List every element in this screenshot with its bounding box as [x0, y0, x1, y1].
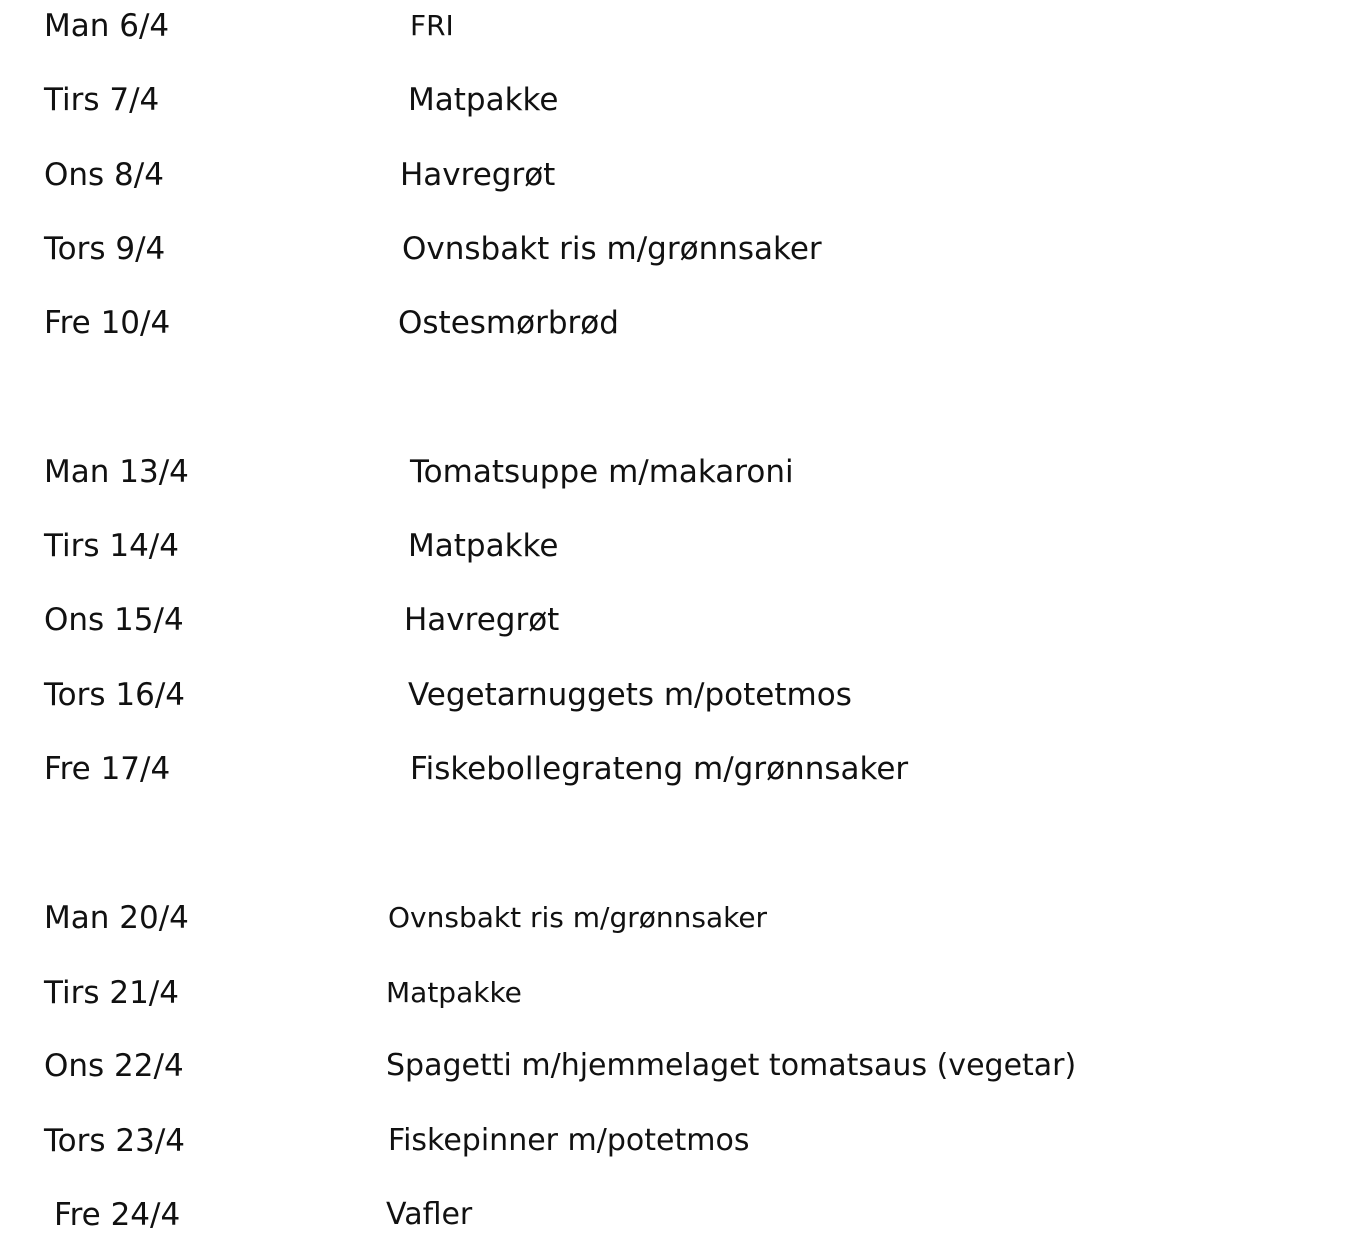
dish-label: Tomatsuppe m/makaroni	[410, 454, 794, 490]
dish-label: Matpakke	[386, 976, 522, 1009]
day-label: Fre 10/4	[44, 305, 171, 341]
menu-row	[0, 898, 1360, 938]
menu-row	[0, 1121, 1360, 1161]
day-label: Man 13/4	[44, 454, 189, 490]
dish-label: FRI	[410, 9, 454, 42]
day-label: Man 20/4	[44, 900, 189, 936]
menu-row	[0, 600, 1360, 640]
dish-label: Spagetti m/hjemmelaget tomatsaus (vegetar)	[386, 1048, 1077, 1083]
menu-row	[0, 973, 1360, 1013]
menu-row	[0, 229, 1360, 269]
dish-label: Vegetarnuggets m/potetmos	[408, 677, 852, 713]
dish-label: Fiskepinner m/potetmos	[388, 1123, 750, 1158]
menu-row	[0, 749, 1360, 789]
day-label: Tirs 14/4	[44, 528, 179, 564]
day-label: Ons 22/4	[44, 1048, 184, 1084]
menu-row	[0, 155, 1360, 195]
day-label: Man 6/4	[44, 8, 170, 44]
dish-label: Havregrøt	[404, 602, 560, 638]
dish-label: Vafler	[386, 1197, 473, 1232]
dish-label: Fiskebollegrateng m/grønnsaker	[410, 751, 909, 787]
dish-label: Matpakke	[408, 82, 559, 118]
menu-row	[0, 675, 1360, 715]
day-label: Ons 8/4	[44, 157, 164, 193]
day-label: Fre 17/4	[44, 751, 171, 787]
dish-label: Ovnsbakt ris m/grønnsaker	[402, 231, 822, 267]
dish-label: Ostesmørbrød	[398, 305, 619, 341]
menu-row	[0, 80, 1360, 120]
dish-label: Matpakke	[408, 528, 559, 564]
day-label: Tirs 21/4	[44, 975, 179, 1011]
menu-row	[0, 303, 1360, 343]
day-label: Tors 9/4	[44, 231, 166, 267]
day-label: Tirs 7/4	[44, 82, 160, 118]
dish-label: Havregrøt	[400, 157, 556, 193]
day-label: Tors 23/4	[44, 1123, 185, 1159]
menu-row	[0, 1046, 1360, 1086]
menu-row	[0, 452, 1360, 492]
menu-row	[0, 6, 1360, 46]
dish-label: Ovnsbakt ris m/grønnsaker	[388, 901, 768, 934]
day-label: Tors 16/4	[44, 677, 185, 713]
day-label: Ons 15/4	[44, 602, 184, 638]
menu-row	[0, 1195, 1360, 1235]
menu-row	[0, 526, 1360, 566]
day-label: Fre 24/4	[54, 1197, 181, 1233]
